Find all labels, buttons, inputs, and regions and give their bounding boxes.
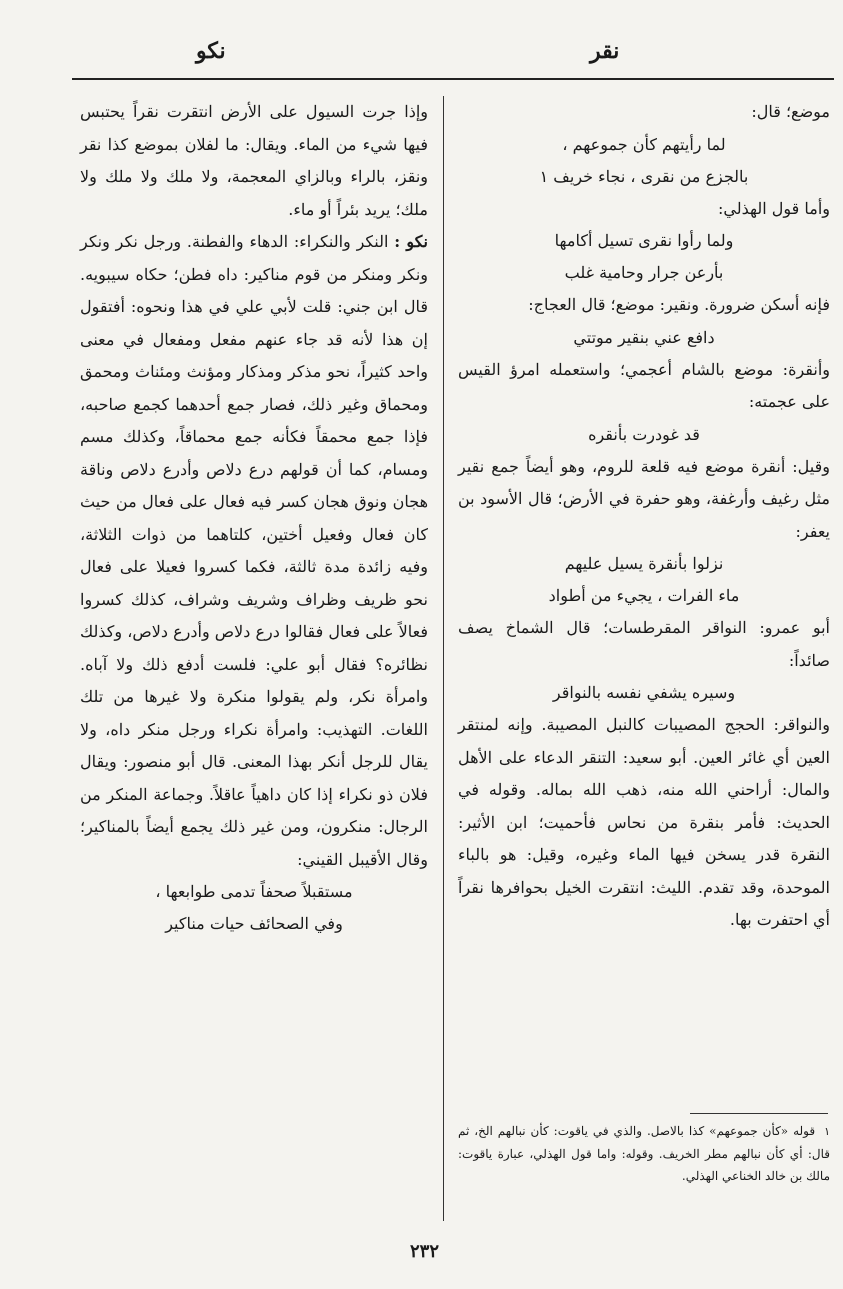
verse-line: قد غودرت بأنقره xyxy=(588,424,700,444)
right-paragraph-6: أبو عمرو: النواقر المقرطسات؛ قال الشماخ يصف صائداً: xyxy=(458,618,830,670)
verse-line: لما رأيتهم كأن جموعهم ، xyxy=(562,134,726,154)
right-paragraph-3: فإنه أسكن ضرورة. ونقير: موضع؛ قال العجاج: xyxy=(528,295,830,314)
verse-line: بأرعن جرار وحامية غلب xyxy=(564,263,724,282)
footnote-text: قوله «كأن جموعهم» كذا بالاصل. والذي في ياقوت: كأن نبالهم الخ، ثم قال: أي كأن نبالهم مطر الخريف. وقوله: واما قول الهذلي، عبارة ياقوت: مالك بن خالد الخناعي الهذلي. xyxy=(458,1124,830,1183)
entry-headword: نكو : xyxy=(394,232,428,251)
right-paragraph-1: موضع؛ قال: xyxy=(751,102,830,121)
verse-line: مستقبلاً صحفاً تدمى طوابعها ، xyxy=(155,882,353,901)
verse-line: وفي الصحائف حيات مناكير xyxy=(165,914,343,933)
verse-line: بالجزع من نقرى ، نجاء خريف ١ xyxy=(539,166,749,186)
column-divider xyxy=(443,96,444,1221)
page-number: ٢٣٢ xyxy=(410,1241,440,1262)
right-column xyxy=(458,96,830,937)
right-paragraph-7: والنواقر: الحجج المصيبات كالنبل المصيبة. وإنه لمنتقر العين أي غائر العين. أبو سعيد: التنقر الدعاء على الأهل والمال: أراحني الله منه، ذهب الله بماله. وقوله في الحديث: فأمر بنقرة من نحاس فأحميت؛ ابن الأثير: النقرة قدر يسخن فيها الماء وغيره، وقيل: هو بالباء الموحدة، وقد تقدم. الليث: انتقرت الخيل بحوافرها نقراً أي احتفرت بها. xyxy=(458,715,830,929)
right-verse-3 xyxy=(458,322,830,354)
header-rule xyxy=(72,78,834,80)
verse-line: ماء الفرات ، يجيء من أطواد xyxy=(548,586,740,605)
verse-line: دافع عني بنقير موتتي xyxy=(573,327,715,347)
right-verse-4 xyxy=(458,419,830,451)
verse-line: وسيره يشفي نفسه بالنواقر xyxy=(552,683,736,702)
left-verse-1 xyxy=(80,876,428,940)
right-verse-5 xyxy=(458,548,830,612)
left-column xyxy=(80,96,428,940)
entry-text: النكر والنكراء: الدهاء والفطنة. ورجل نكر ونكر ونكر ومنكر من قوم مناكير: داه فطن؛ حكاه سيبويه. قال ابن جني: قلت لأبي علي في هذا ونحوه: أفتقول إن هذا لأنه قد جاء عنهم مفعل ومفعال في معنى واحد كثيراً، نحو مذكر ومذكار ومؤنث ومئناث ومحمق ومحماق وغير ذلك، فصار جمع أحدهما كجمع صاحبه، فإذا جمع محمقاً فكأنه جمع محماقاً، وكذلك مسم ومسام، كما أن قولهم درع دلاص وأدرع دلاص وناقة هجان ونوق هجان كسر فيه فعال على فعال من حيث كان فعال وفعيل أختين، كلتاهما من ذوات الثلاثة، وفيه زائدة مدة ثالثة، فكما كسروا فعيلا على فعال نحو ظريف وظراف وشريف وشراف، كذلك كسروا فعالاً على فعال فقالوا درع دلاص وأدرع دلاص، وكذلك نظائره؟ فقال أبو علي: فلست أدفع ذلك ولا آباه. وامرأة نكر، ولم يقولوا منكرة ولا غيرها من تلك اللغات. التهذيب: وامرأة نكراء ورجل منكر داه، ولا يقال للرجل أنكر بهذا المعنى. قال أبو منصور: ويقال فلان ذو نكراء إذا كان داهياً عاقلاً. وجماعة المنكر من الرجال: منكرون، ومن غير ذلك يجمع أيضاً بالمناكير؛ وقال الأقيبل القيني: xyxy=(80,232,428,869)
right-verse-2 xyxy=(458,225,830,289)
verse-line: نزلوا بأنقرة يسيل عليهم xyxy=(564,554,724,573)
verse-line: ولما رأوا نقرى تسيل أكامها xyxy=(554,231,734,250)
header-right-word: نقر xyxy=(590,38,620,64)
left-paragraph-1: وإذا جرت السيول على الأرض انتقرت نقراً يحتبس فيها شيء من الماء. ويقال: ما لفلان بموضع كذا نقر ونقز، بالراء وبالزاي المعجمة، ولا ملك ولا ملك ولا ملك؛ يريد بئراً أو ماء. xyxy=(80,102,428,219)
footnote xyxy=(458,1120,830,1187)
header-left-word: نكو xyxy=(196,38,226,64)
right-paragraph-4: وأنقرة: موضع بالشام أعجمي؛ واستعمله امرؤ القيس على عجمته: xyxy=(458,359,830,411)
entry-paragraph xyxy=(80,226,428,876)
right-verse-1 xyxy=(458,129,830,193)
right-paragraph-5: وقيل: أنقرة موضع فيه قلعة للروم، وهو أيضاً جمع نقير مثل رغيف وأرغفة، وهو حفرة في الأرض؛ قال الأسود بن يعفر: xyxy=(458,456,830,541)
footnote-marker: ١ xyxy=(824,1125,830,1138)
right-verse-6 xyxy=(458,677,830,709)
footnote-rule xyxy=(690,1113,828,1114)
right-paragraph-2: وأما قول الهذلي: xyxy=(717,198,830,218)
